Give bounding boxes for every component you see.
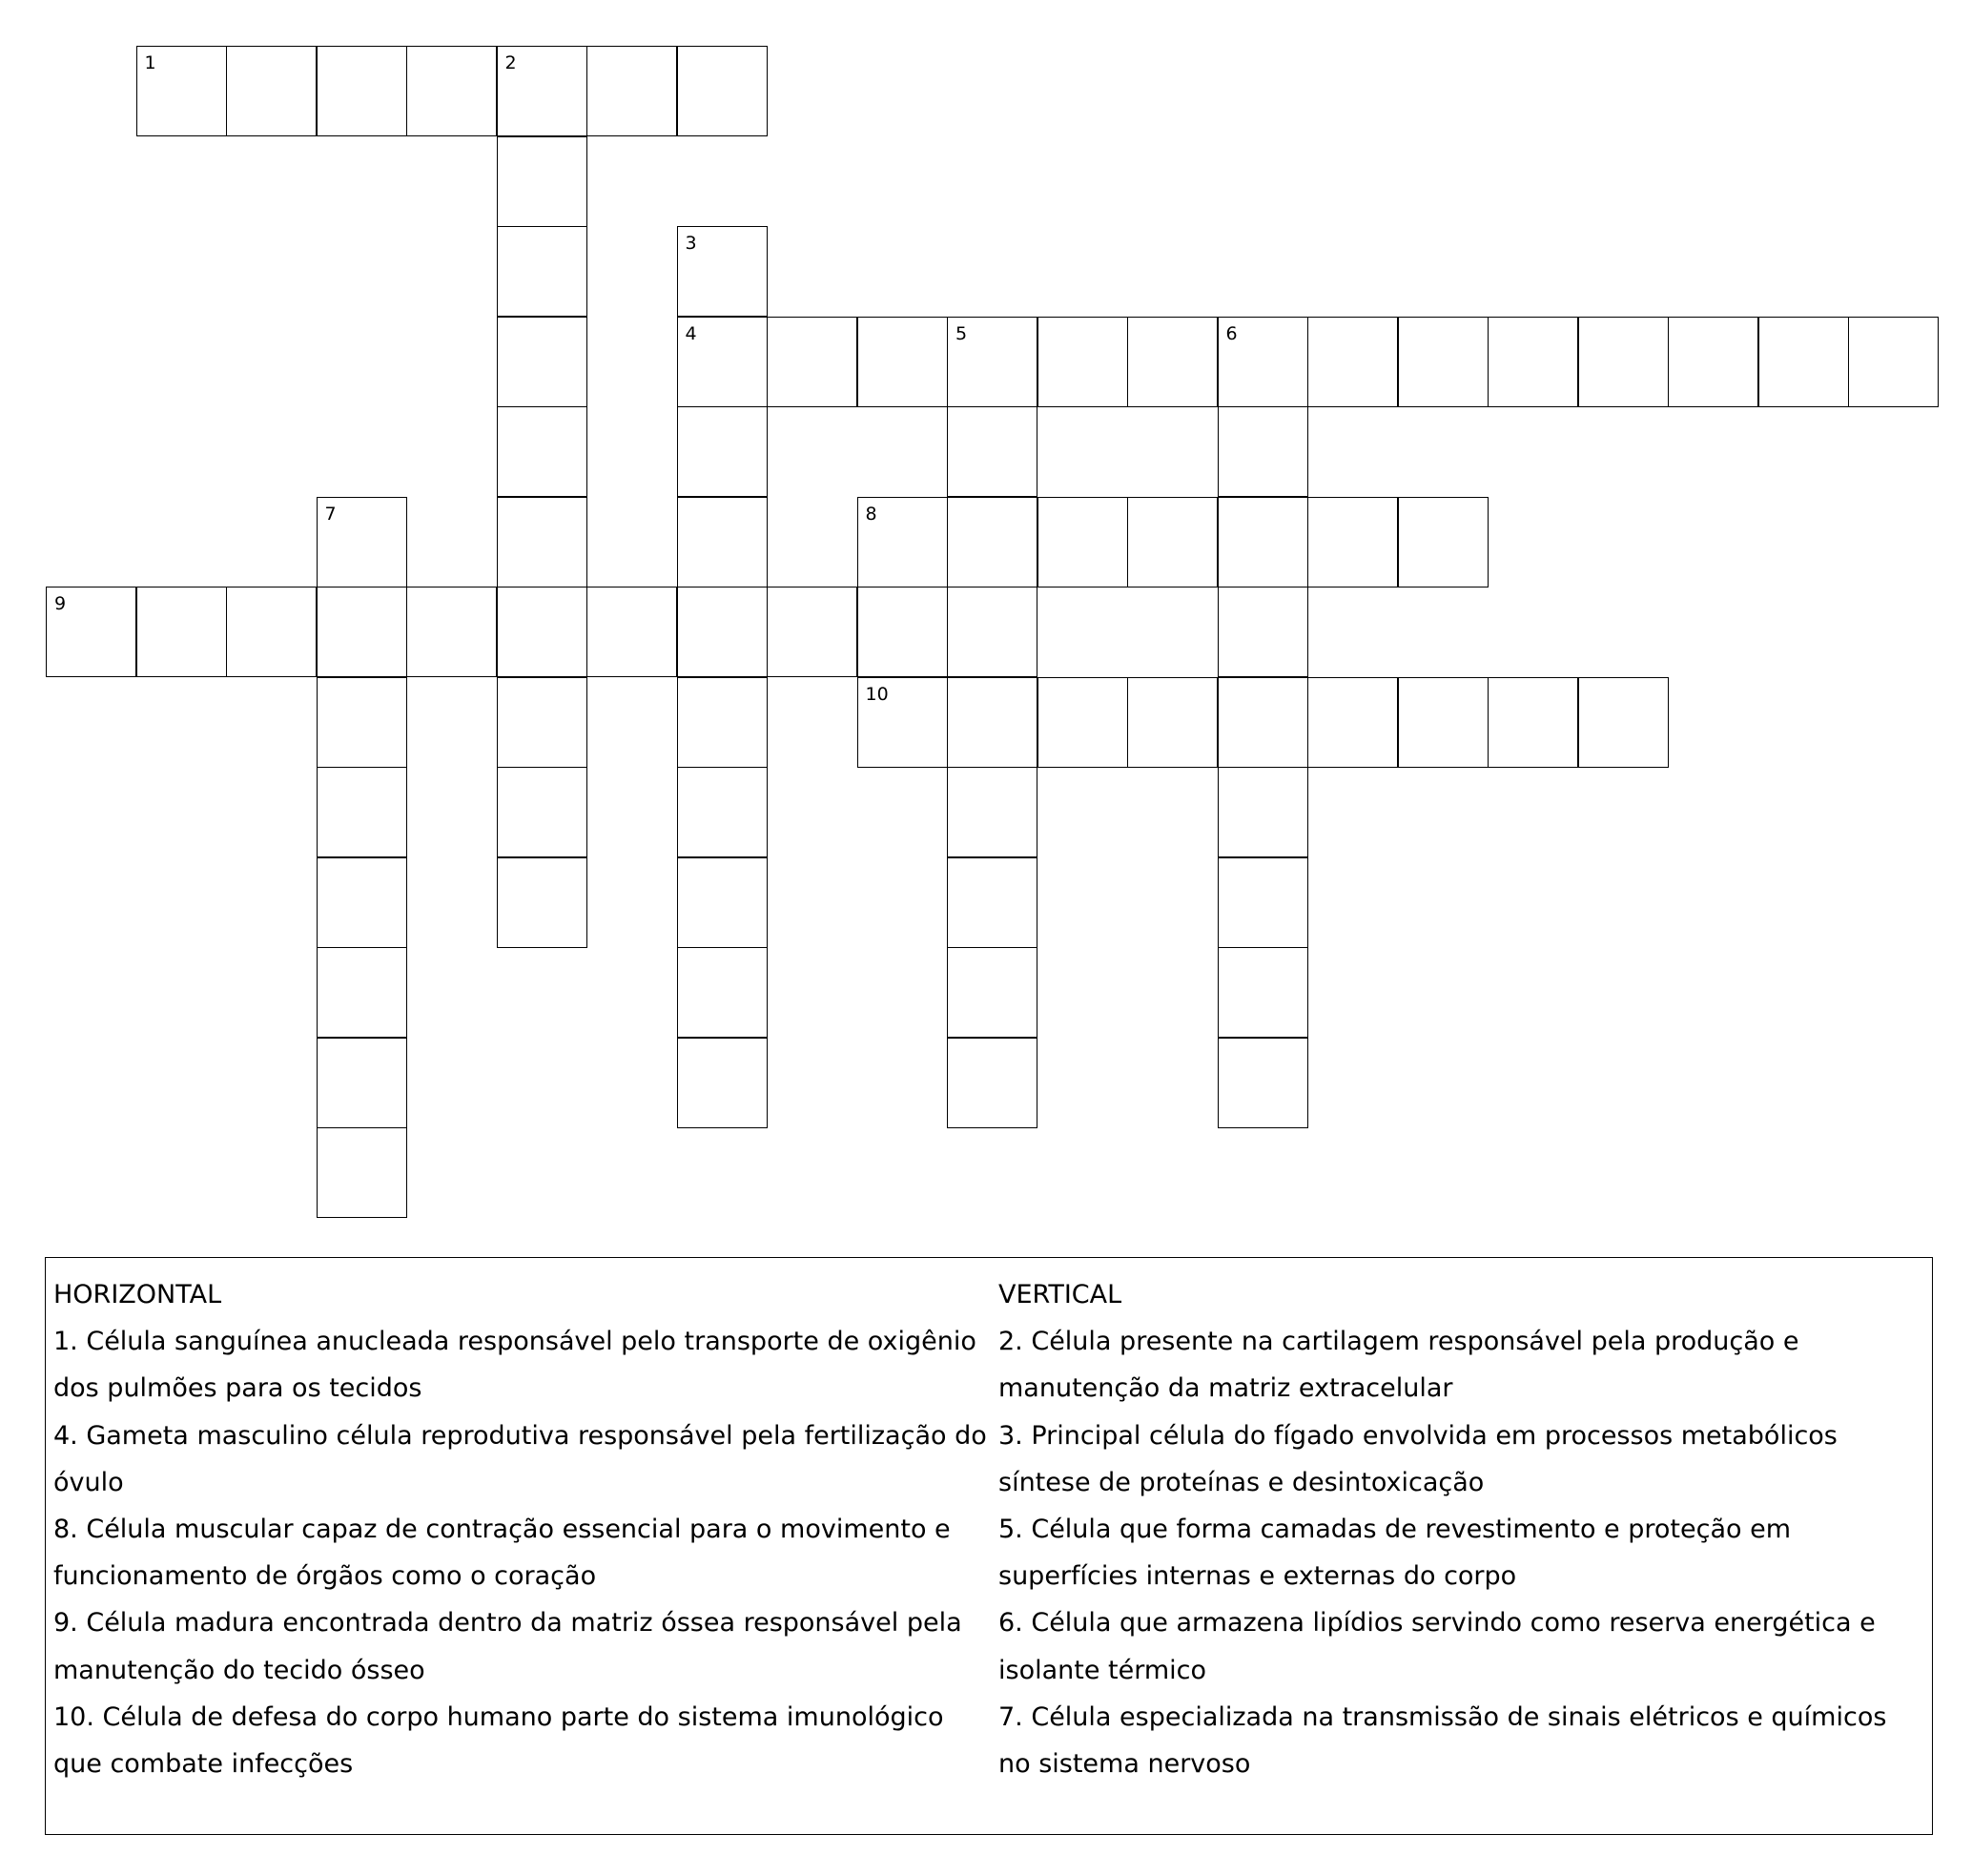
- grid-cell[interactable]: [1037, 677, 1128, 768]
- across-clue-4: 4. Gameta masculino célula reprodutiva responsável pela fertilização do óvulo: [53, 1420, 987, 1497]
- grid-cell[interactable]: [947, 947, 1037, 1038]
- grid-cell[interactable]: [497, 406, 587, 497]
- grid-cell[interactable]: [677, 767, 768, 857]
- grid-cell[interactable]: [586, 587, 677, 677]
- grid-cell[interactable]: [46, 587, 136, 677]
- clue-number-label: 8: [865, 503, 877, 525]
- grid-cell[interactable]: [947, 677, 1037, 768]
- grid-cell[interactable]: [226, 587, 317, 677]
- down-clues: [998, 1271, 1923, 1787]
- grid-cell[interactable]: [677, 1038, 768, 1128]
- clue-number-label: 3: [685, 233, 697, 254]
- down-heading: VERTICAL: [998, 1280, 1122, 1309]
- grid-cell[interactable]: [1848, 317, 1939, 407]
- grid-cell[interactable]: [947, 767, 1037, 857]
- grid-cell[interactable]: [857, 497, 948, 588]
- grid-cell[interactable]: [1127, 677, 1218, 768]
- grid-cell[interactable]: [677, 587, 768, 677]
- clue-number-label: 5: [955, 322, 968, 344]
- grid-cell[interactable]: [1037, 317, 1128, 407]
- down-clue-2: 2. Célula presente na cartilagem responsável pela produção e manutenção da matriz extracelular: [998, 1327, 1799, 1404]
- down-clue-3: 3. Principal célula do fígado envolvida em processos metabólicos síntese de proteínas e desintoxicação: [998, 1420, 1838, 1497]
- grid-cell[interactable]: [1488, 677, 1578, 768]
- across-clue-9: 9. Célula madura encontrada dentro da matriz óssea responsável pela manutenção do tecido ósseo: [53, 1608, 962, 1685]
- grid-cell[interactable]: [1218, 317, 1308, 407]
- across-clue-1: 1. Célula sanguínea anucleada responsável pelo transporte de oxigênio dos pulmões para os tecidos: [53, 1327, 976, 1404]
- grid-cell[interactable]: [947, 497, 1037, 588]
- clue-number-label: 2: [504, 52, 517, 73]
- grid-cell[interactable]: [1398, 677, 1489, 768]
- down-clue-6: 6. Célula que armazena lipídios servindo como reserva energética e isolante térmico: [998, 1608, 1876, 1685]
- grid-cell[interactable]: [767, 587, 857, 677]
- clue-number-label: 6: [1225, 322, 1238, 344]
- grid-cell[interactable]: [677, 677, 768, 768]
- grid-cell[interactable]: [497, 46, 587, 136]
- grid-cell[interactable]: [1578, 677, 1669, 768]
- grid-cell[interactable]: [1758, 317, 1849, 407]
- grid-cell[interactable]: [857, 677, 948, 768]
- down-clue-5: 5. Célula que forma camadas de revestimento e proteção em superfícies internas e externas do corpo: [998, 1515, 1792, 1592]
- grid-cell[interactable]: [1218, 767, 1308, 857]
- grid-cell[interactable]: [1218, 677, 1308, 768]
- clue-number-label: 1: [144, 52, 156, 73]
- grid-cell[interactable]: [1307, 497, 1398, 588]
- grid-cell[interactable]: [497, 497, 587, 588]
- grid-cell[interactable]: [857, 587, 948, 677]
- grid-cell[interactable]: [497, 226, 587, 317]
- grid-cell[interactable]: [497, 767, 587, 857]
- grid-cell[interactable]: [317, 857, 407, 948]
- grid-cell[interactable]: [947, 406, 1037, 497]
- grid-cell[interactable]: [677, 317, 768, 407]
- grid-cell[interactable]: [1218, 497, 1308, 588]
- grid-cell[interactable]: [136, 46, 227, 136]
- grid-cell[interactable]: [1218, 406, 1308, 497]
- grid-cell[interactable]: [677, 947, 768, 1038]
- clues-box: [45, 1257, 1933, 1835]
- grid-cell[interactable]: [677, 857, 768, 948]
- grid-cell[interactable]: [1578, 317, 1669, 407]
- grid-cell[interactable]: [1218, 587, 1308, 677]
- grid-cell[interactable]: [677, 226, 768, 317]
- grid-cell[interactable]: [1668, 317, 1758, 407]
- grid-cell[interactable]: [317, 587, 407, 677]
- grid-cell[interactable]: [677, 406, 768, 497]
- grid-cell[interactable]: [497, 857, 587, 948]
- grid-cell[interactable]: [497, 317, 587, 407]
- grid-cell[interactable]: [497, 136, 587, 227]
- grid-cell[interactable]: [857, 317, 948, 407]
- grid-cell[interactable]: [1218, 947, 1308, 1038]
- grid-cell[interactable]: [497, 677, 587, 768]
- grid-cell[interactable]: [136, 587, 227, 677]
- grid-cell[interactable]: [317, 947, 407, 1038]
- grid-cell[interactable]: [317, 767, 407, 857]
- grid-cell[interactable]: [406, 587, 497, 677]
- grid-cell[interactable]: [1037, 497, 1128, 588]
- grid-cell[interactable]: [317, 677, 407, 768]
- across-clue-8: 8. Célula muscular capaz de contração essencial para o movimento e funcionamento de órgãos como o coração: [53, 1515, 951, 1592]
- grid-cell[interactable]: [947, 587, 1037, 677]
- grid-cell[interactable]: [317, 1127, 407, 1218]
- grid-cell[interactable]: [1307, 317, 1398, 407]
- down-clue-7: 7. Célula especializada na transmissão de sinais elétricos e químicos no sistema nervoso: [998, 1701, 1887, 1780]
- grid-cell[interactable]: [1398, 497, 1489, 588]
- grid-cell[interactable]: [317, 497, 407, 588]
- grid-cell[interactable]: [1127, 497, 1218, 588]
- grid-cell[interactable]: [947, 317, 1037, 407]
- grid-cell[interactable]: [1307, 677, 1398, 768]
- grid-cell[interactable]: [317, 46, 407, 136]
- grid-cell[interactable]: [1218, 1038, 1308, 1128]
- grid-cell[interactable]: [1218, 857, 1308, 948]
- clue-number-label: 10: [865, 683, 889, 705]
- grid-cell[interactable]: [317, 1038, 407, 1128]
- grid-cell[interactable]: [586, 46, 677, 136]
- grid-cell[interactable]: [767, 317, 857, 407]
- grid-cell[interactable]: [947, 1038, 1037, 1128]
- grid-cell[interactable]: [1398, 317, 1489, 407]
- across-clue-10: 10. Célula de defesa do corpo humano parte do sistema imunológico que combate infecções: [53, 1701, 944, 1780]
- across-clues: [53, 1271, 997, 1787]
- grid-cell[interactable]: [1127, 317, 1218, 407]
- clue-number-label: 4: [685, 322, 697, 344]
- grid-cell[interactable]: [947, 857, 1037, 948]
- grid-cell[interactable]: [1488, 317, 1578, 407]
- clue-number-label: 7: [324, 503, 337, 525]
- grid-cell[interactable]: [677, 46, 768, 136]
- grid-cell[interactable]: [226, 46, 317, 136]
- grid-cell[interactable]: [497, 587, 587, 677]
- clue-number-label: 9: [54, 593, 67, 614]
- grid-cell[interactable]: [677, 497, 768, 588]
- grid-cell[interactable]: [406, 46, 497, 136]
- across-heading: HORIZONTAL: [53, 1280, 222, 1309]
